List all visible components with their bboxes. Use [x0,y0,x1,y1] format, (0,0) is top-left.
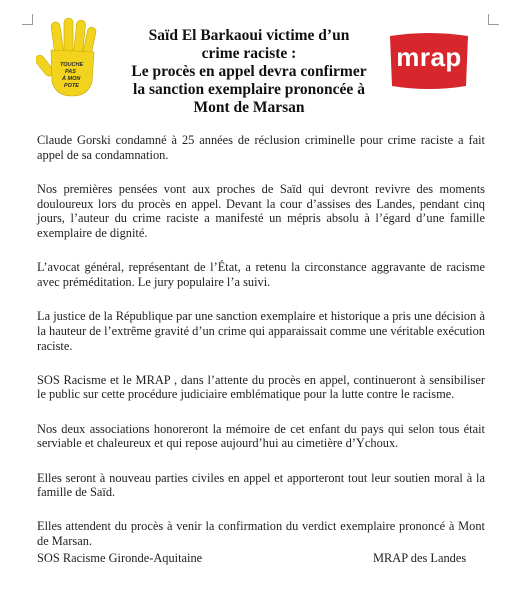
mrap-logo-text: mrap [396,42,462,72]
title-line: Mont de Marsan [193,99,305,116]
title-line: crime raciste : [201,45,297,62]
hand-logo-text-line-3: À MON [62,76,81,82]
hand-logo-text-line-4: POTE [64,83,79,89]
title-line: la sanction exemplaire prononcée à [133,81,365,98]
raised-hand-logo [36,16,106,98]
hand-logo-text-line-1: TOUCHE [60,62,84,68]
paragraph: L’avocat général, représentant de l’État, a retenu la circonstance aggravante de racisme avec préméditation. Le jury populaire l’a suivi. [37,260,485,289]
paragraph: Claude Gorski condamné à 25 années de réclusion criminelle pour crime raciste a fait appel de sa condamnation. [37,133,485,162]
crop-mark-top-left [22,14,33,25]
mrap-logo [386,30,472,92]
hand-logo-text-line-2: PAS [65,69,76,75]
press-release-body [37,133,485,568]
paragraph: La justice de la République par une sanction exemplaire et historique a pris une décision à la hauteur de l’extrême gravité d’un crime qui apparaissait comme une véritable exécution raciste. [37,309,485,353]
signature-sos-racisme: SOS Racisme Gironde-Aquitaine [37,551,203,565]
title-line: Saïd El Barkaoui victime d’un [148,27,350,44]
paragraph: SOS Racisme et le MRAP , dans l’attente du procès en appel, continueront à sensibiliser le public sur cette procédure judiciaire emblématique pour la lutte contre le racisme. [37,372,485,402]
crop-mark-top-right [488,14,499,25]
paragraph: Elles seront à nouveau parties civiles en appel et apporteront tout leur soutien moral à la famille de Saïd. [37,470,485,500]
signature-mrap: MRAP des Landes [373,551,467,565]
paragraph: Nos deux associations honoreront la mémoire de cet enfant du pays qui selon tous était serviable et chaleureux et qui repose aujourd’hui au cimetière d’Ychoux. [37,421,485,451]
press-release-title [108,27,390,117]
title-line: Le procès en appel devra confirmer [131,63,367,80]
paragraph: Nos premières pensées vont aux proches de Saïd qui devront revivre des moments douloureux lors du procès en appel. Devant la cour d’assises des Landes, pendant cinq jours, l’auteur du crime raciste a manifesté un mépris absolu à l’égard d’une famille exemplaire de dignité. [37,181,485,241]
paragraph: Elles attendent du procès à venir la confirmation du verdict exemplaire prononcé à Mont de Marsan. [37,519,485,549]
